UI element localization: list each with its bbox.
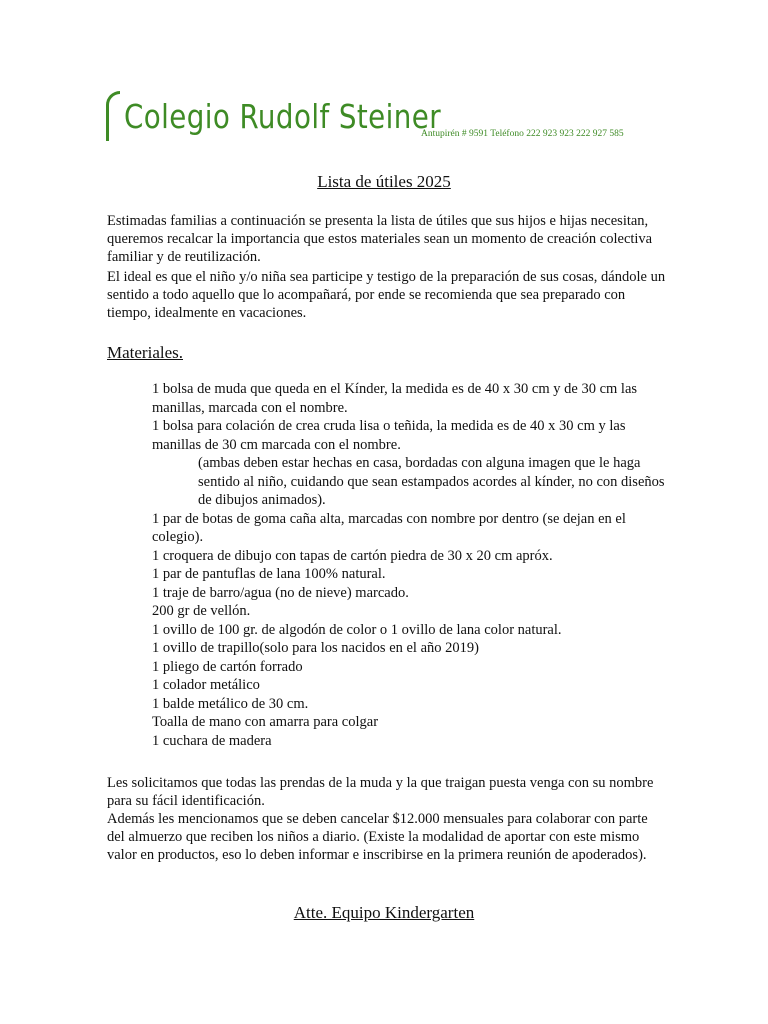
list-item: 1 cuchara de madera [152, 732, 272, 749]
intro-paragraph-2: El ideal es que el niño y/o niña sea participe y testigo de la preparación de sus cosas, dándole un sentido a todo aquello que lo acompañará, por ende se recomienda que sea preparado con tiempo, idealmente en vacaciones. [107, 269, 666, 321]
closing-paragraph-2: Además les mencionamos que se deben cancelar $12.000 mensuales para colaborar con parte del almuerzo que reciben los niños a diario. (Existe la modalidad de aportar con este mismo valor en productos, eso lo deben informar e inscribirse en la primera reunión de apoderados). [107, 811, 648, 863]
logo-text: Colegio Rudolf Steiner [124, 96, 442, 136]
list-item: 1 par de pantuflas de lana 100% natural. [152, 566, 386, 582]
school-address: Antupirén # 9591 Teléfono 222 923 923 222 927 585 [421, 129, 624, 139]
signature: Atte. Equipo Kindergarten [293, 903, 475, 922]
list-item: 1 bolsa para colación de crea cruda lisa o teñida, la medida es de 40 x 30 cm y las manillas de 30 cm marcada con el nombre. [152, 418, 626, 453]
list-item: Toalla de mano con amarra para colgar [152, 714, 379, 730]
materials-heading: Materiales. [107, 343, 183, 362]
list-item: 1 ovillo de trapillo(solo para los nacidos en el año 2019) [152, 640, 479, 656]
list-item: 1 par de botas de goma caña alta, marcadas con nombre por dentro (se dejan en el colegio). [152, 510, 626, 545]
list-item: 1 pliego de cartón forrado [152, 658, 303, 675]
list-item: 1 ovillo de 100 gr. de algodón de color o 1 ovillo de lana color natural. [152, 621, 562, 638]
list-item: 1 croquera de dibujo con tapas de cartón piedra de 30 x 20 cm apróx. [152, 547, 553, 564]
list-item: 200 gr de vellón. [152, 603, 251, 619]
list-item: 1 traje de barro/agua (no de nieve) marcado. [152, 584, 409, 601]
list-item-note: (ambas deben estar hechas en casa, bordadas con alguna imagen que le haga sentido al niño, cuidando que sean estampados acordes al kínder, no con diseños de dibujos animados). [198, 455, 665, 508]
document-title: Lista de útiles 2025 [317, 172, 451, 191]
materials-list [152, 380, 672, 750]
closing-paragraph-1: Les solicitamos que todas las prendas de la muda y la que traigan puesta venga con su nombre para su fácil identificación. [107, 775, 654, 809]
list-item: 1 balde metálico de 30 cm. [152, 695, 309, 712]
list-item: 1 bolsa de muda que queda en el Kínder, la medida es de 40 x 30 cm y de 30 cm las manillas, marcada con el nombre. [152, 381, 638, 416]
list-item: 1 colador metálico [152, 677, 260, 693]
logo-arch-mark [106, 91, 120, 141]
intro-paragraph-1: Estimadas familias a continuación se presenta la lista de útiles que sus hijos e hijas necesitan, queremos recalcar la importancia que estos materiales sean un momento de creación colectiva familiar y de reutilización. [107, 213, 653, 265]
